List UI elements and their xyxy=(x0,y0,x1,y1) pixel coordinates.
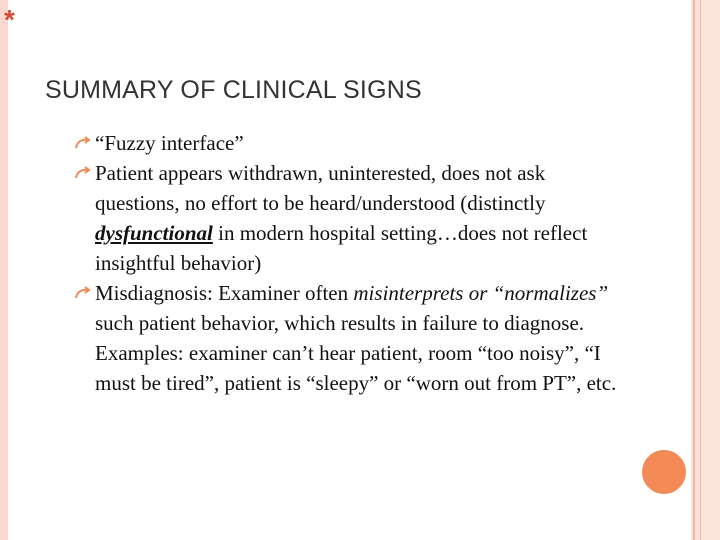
curved-arrow-bullet-icon xyxy=(74,286,91,300)
curved-arrow-bullet-icon xyxy=(74,166,91,180)
slide-title: SUMMARY OF CLINICAL SIGNS xyxy=(45,76,422,104)
bullet-emphasis-misinterprets: misinterprets or “normalizes” xyxy=(353,281,609,305)
bullet-text-part: Patient appears withdrawn, uninterested, does not ask questions, no effort to be heard/understood (distinctly xyxy=(95,161,546,215)
corner-asterisk-mark: * xyxy=(4,4,15,35)
bullet-emphasis-dysfunctional: dysfunctional xyxy=(95,221,213,245)
decorative-orange-circle xyxy=(642,450,686,494)
bullet-item-fuzzy-interface xyxy=(74,128,634,158)
bullet-text: “Fuzzy interface” xyxy=(95,131,244,155)
bullet-list xyxy=(74,128,634,398)
right-border-line xyxy=(693,0,695,540)
right-border-line-thin xyxy=(700,0,701,540)
right-border-strip xyxy=(691,0,720,540)
curved-arrow-bullet-icon xyxy=(74,136,91,150)
bullet-item-patient-appears xyxy=(74,158,634,278)
bullet-text-part: such patient behavior, which results in failure to diagnose. Examples: examiner can’t hear patient, room “too noisy”, “I must be tired”, patient is “sleepy” or “worn out from PT”, etc. xyxy=(95,311,617,395)
bullet-text-part: in modern hospital setting…does not reflect insightful behavior) xyxy=(95,221,588,275)
bullet-text-part: Misdiagnosis: Examiner often xyxy=(95,281,354,305)
bullet-item-misdiagnosis xyxy=(74,278,634,398)
left-border-strip xyxy=(0,0,8,540)
